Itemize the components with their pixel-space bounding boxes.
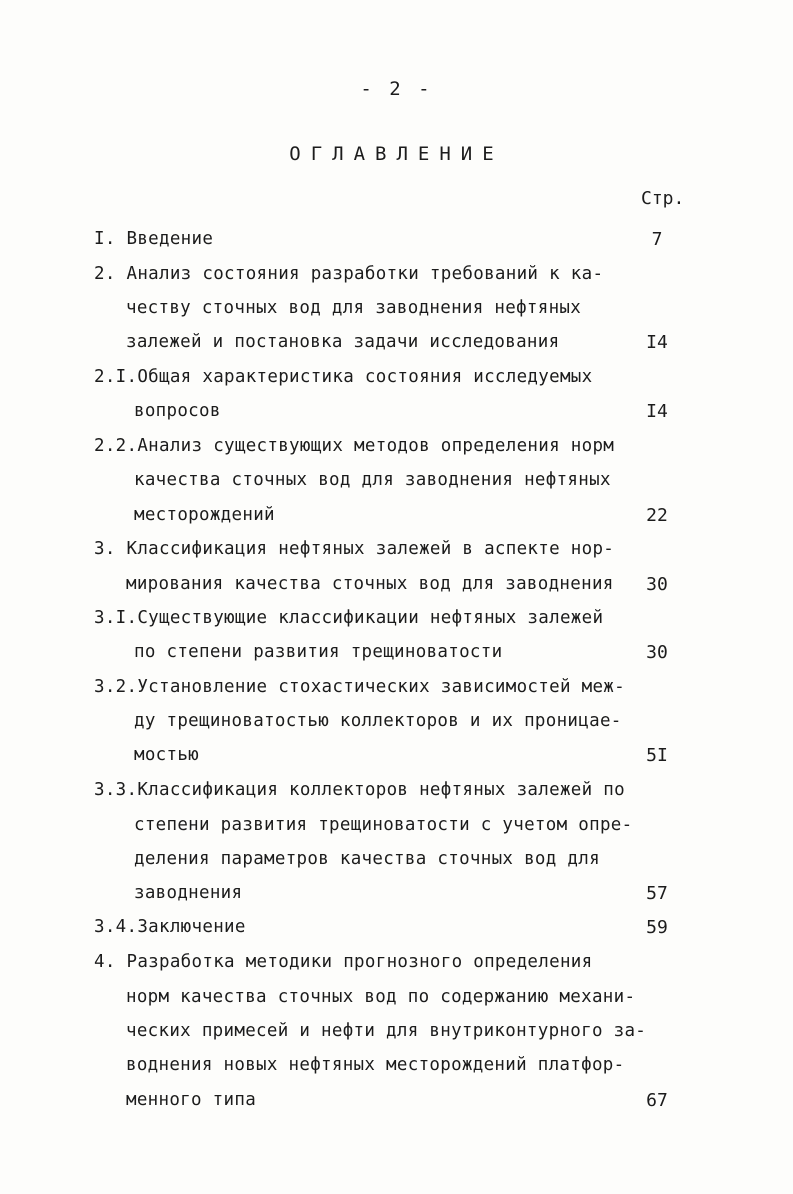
toc-entry-line: ческих примесей и нефти для внутриконтурного за-: [126, 1021, 647, 1041]
toc-page-number: 57: [646, 883, 668, 904]
page-column-label: Стр.: [641, 188, 685, 209]
toc-entry-line: воднения новых нефтяных месторождений платфор-: [126, 1055, 625, 1075]
toc-entry-line: I. Введение: [94, 229, 214, 249]
toc-entry-line: 3.4.Заключение: [94, 917, 246, 937]
toc-entry-line: ду трещиноватостью коллекторов и их проницае-: [134, 711, 622, 731]
toc-page-number: 5I: [646, 745, 668, 766]
toc-entry-line: менного типа: [126, 1090, 257, 1110]
page-number: - 2 -: [360, 78, 433, 100]
toc-entry-line: норм качества сточных вод по содержанию механи-: [126, 987, 636, 1007]
toc-entry-line: по степени развития трещиноватости: [134, 642, 503, 662]
page-title: ОГЛАВЛЕНИЕ: [289, 143, 504, 165]
toc-entry-line: 3.2.Установление стохастических зависимостей меж-: [94, 677, 625, 697]
toc-entry-line: 3. Классификация нефтяных залежей в аспекте нор-: [94, 539, 615, 559]
toc-page-number: 7: [651, 229, 663, 250]
toc-entry-line: честву сточных вод для заводнения нефтяных: [126, 298, 582, 318]
toc-page-number: I4: [646, 332, 668, 353]
toc-page-number: 67: [646, 1090, 668, 1111]
toc-page-number: 30: [646, 642, 668, 663]
toc-entry-line: вопросов: [134, 401, 221, 421]
toc-entry-line: месторождений: [134, 505, 275, 525]
toc-entry-line: качества сточных вод для заводнения нефтяных: [134, 470, 611, 490]
toc-entry-line: мирования качества сточных вод для заводнения: [126, 574, 614, 594]
toc-entry-line: залежей и постановка задачи исследования: [126, 332, 560, 352]
toc-page-number: 59: [646, 917, 668, 938]
toc-entry-line: степени развития трещиноватости с учетом опре-: [134, 815, 633, 835]
toc-entry-line: мостью: [134, 745, 200, 765]
toc-entry-line: деления параметров качества сточных вод для: [134, 849, 600, 869]
toc-page-number: 30: [646, 574, 668, 595]
toc-entry-line: 4. Разработка методики прогнозного определения: [94, 952, 593, 972]
toc-entry-line: 2. Анализ состояния разработки требований к ка-: [94, 264, 604, 284]
toc-entry-line: 3.3.Классификация коллекторов нефтяных залежей по: [94, 780, 625, 800]
toc-entry-line: заводнения: [134, 883, 243, 903]
toc-page-number: I4: [646, 401, 668, 422]
toc-page-number: 22: [646, 505, 668, 526]
toc-entry-line: 2.2.Анализ существующих методов определения норм: [94, 436, 615, 456]
toc-entry-line: 3.I.Существующие классификации нефтяных залежей: [94, 608, 604, 628]
toc-entry-line: 2.I.Общая характеристика состояния исследуемых: [94, 367, 593, 387]
